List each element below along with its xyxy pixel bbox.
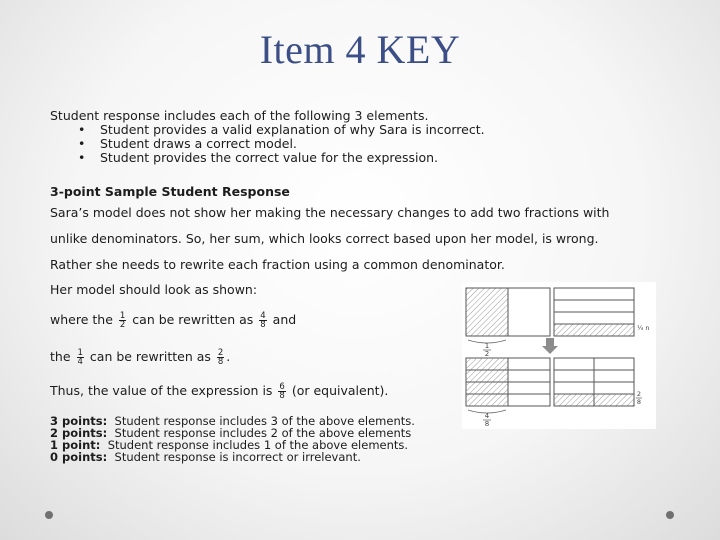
rewrite-line-2 [50,349,230,366]
score-label: 2 points: [50,426,108,440]
bullet-icon: • [78,122,86,137]
fraction: $\frac{2}{8}$ [217,348,224,367]
value-text: (or equivalent). [291,383,389,398]
score-text: Student response is incorrect or irrelevant. [114,450,361,464]
value-line [50,383,388,400]
explanation-line: Rather she needs to rewrite each fraction using a common denominator. [50,257,505,272]
svg-text:1: 1 [484,342,490,350]
bullet-text: Student draws a correct model. [100,136,297,151]
fraction-model-drawing [462,282,656,429]
bullet-text: Student provides the correct value for the expression. [100,150,439,165]
value-text: Thus, the value of the expression is [50,383,273,398]
svg-text:4: 4 [484,412,490,420]
bullet-icon: • [78,136,86,151]
score-text: Student response includes 2 of the above elements [114,426,412,440]
svg-text:2: 2 [636,390,642,398]
fraction: $\frac{4}{8}$ [260,311,266,330]
rewrite-text: can be rewritten as [89,349,211,364]
score-row [50,451,361,463]
slide-title: Item 4 KEY [259,27,461,72]
svg-text:¼ n: ¼ n [637,324,650,332]
bullet-icon: • [78,150,86,165]
rewrite-text: where the [50,312,113,327]
fraction: $\frac{1}{4}$ [77,348,83,367]
corner-dot-icon [666,511,674,519]
rewrite-text: the [50,349,71,364]
score-text: Student response includes 1 of the above elements. [107,438,409,452]
bullet-item [78,123,485,136]
fraction-model-figure [462,282,656,429]
bullet-item [78,137,297,150]
rewrite-text: . [226,349,231,364]
bullet-item [78,151,438,164]
explanation-line: Her model should look as shown: [50,282,258,297]
rewrite-text: can be rewritten as [132,312,254,327]
score-label: 3 points: [50,414,108,428]
score-label: 0 points: [50,450,108,464]
svg-text:8: 8 [636,398,642,406]
rewrite-text: and [272,312,297,327]
score-label: 1 point: [50,438,101,452]
corner-dot-icon [45,511,53,519]
eighths-model-right [554,358,642,406]
svg-text:2: 2 [484,350,490,358]
svg-text:8: 8 [484,420,490,428]
quarters-model [554,288,650,336]
explanation-line: Sara’s model does not show her making the necessary changes to add two fractions with [50,205,610,220]
halves-model [466,288,550,358]
fraction: $\frac{1}{2}$ [119,311,126,330]
sample-heading: 3-point Sample Student Response [50,184,290,199]
eighths-model-left [466,358,550,428]
down-arrow-icon [542,338,558,354]
rewrite-line-1 [50,312,296,329]
bullet-text: Student provides a valid explanation of why Sara is incorrect. [100,122,485,137]
fraction: $\frac{6}{8}$ [279,382,285,401]
intro-text: Student response includes each of the following 3 elements. [50,108,429,123]
score-text: Student response includes 3 of the above elements. [114,414,415,428]
explanation-line: unlike denominators. So, her sum, which looks correct based upon her model, is wrong. [50,231,599,246]
